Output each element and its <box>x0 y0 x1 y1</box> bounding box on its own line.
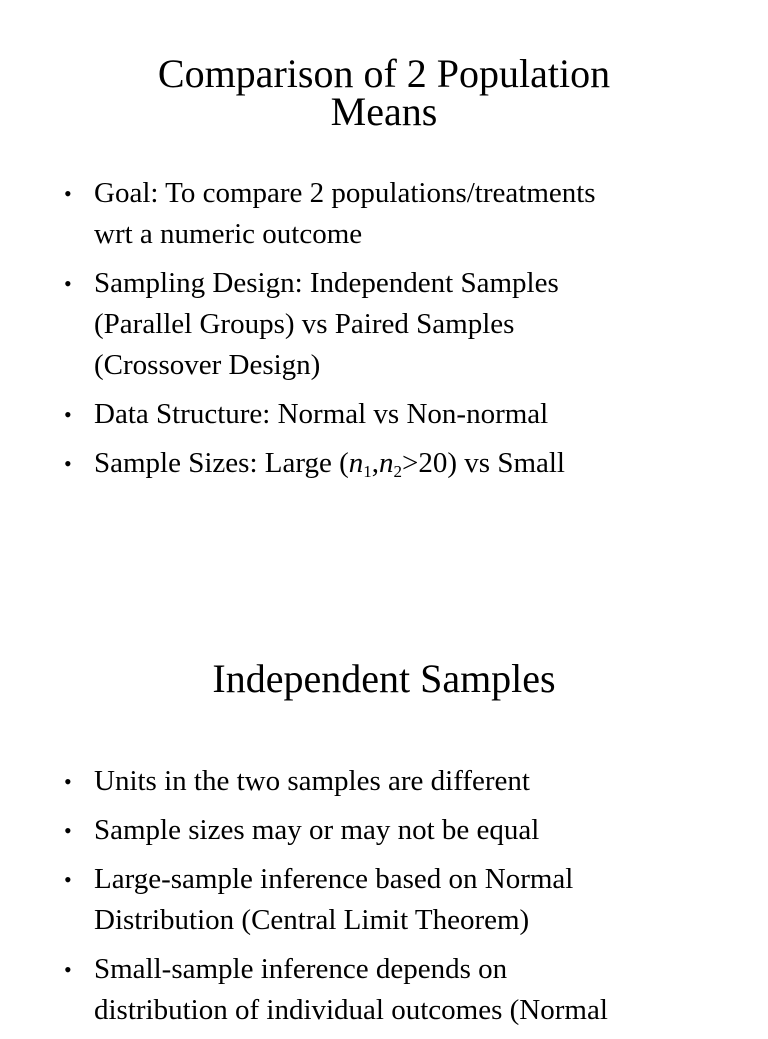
slide-independent-samples <box>0 512 768 1024</box>
bullet-text-line: (Crossover Design) <box>94 349 321 381</box>
bullet-text-line: Small-sample inference depends on <box>94 953 508 985</box>
bullet-dot-icon: • <box>64 181 72 206</box>
bullet-sample-sizes-equal <box>0 810 768 851</box>
slide-title <box>0 51 768 134</box>
bullet-dot-icon: • <box>64 271 72 296</box>
bullet-text-line: (Parallel Groups) vs Paired Samples <box>94 308 515 340</box>
bullet-text-line: wrt a numeric outcome <box>94 218 363 250</box>
bullet-sample-sizes <box>0 443 768 484</box>
bullet-dot-icon: • <box>64 402 72 427</box>
bullet-dot-icon: • <box>64 818 72 843</box>
slide-title-line-2: Means <box>330 89 438 134</box>
subscript-1: 1 <box>363 462 372 481</box>
bullet-sampling-design <box>0 263 768 386</box>
variable-n1: n <box>348 447 364 479</box>
bullet-text-line: distribution of individual outcomes (Normal <box>94 994 608 1026</box>
bullet-dot-icon: • <box>64 769 72 794</box>
bullet-text-line: Goal: To compare 2 populations/treatments <box>94 177 596 209</box>
bullet-dot-icon: • <box>64 867 72 892</box>
bullet-large-sample-inference <box>0 859 768 941</box>
bullet-text-line: Data Structure: Normal vs Non-normal <box>94 398 549 430</box>
bullet-goal <box>0 173 768 255</box>
slide-comparison-of-means <box>0 0 768 512</box>
bullet-dot-icon: • <box>64 957 72 982</box>
bullet-text-line: Units in the two samples are different <box>94 765 530 797</box>
sample-sizes-suffix: >20) vs Small <box>402 447 565 479</box>
bullet-text-line: Sampling Design: Independent Samples <box>94 267 559 299</box>
sample-sizes-comma: , <box>371 447 380 479</box>
bullet-text-line: Large-sample inference based on Normal <box>94 863 574 895</box>
bullet-text-line: Distribution (Central Limit Theorem) <box>94 904 530 936</box>
bullet-list <box>0 761 768 1039</box>
bullet-units-different <box>0 761 768 802</box>
slide-title: Independent Samples <box>212 656 556 701</box>
bullet-dot-icon: • <box>64 451 72 476</box>
bullet-list <box>0 173 768 492</box>
sample-sizes-prefix: Sample Sizes: Large ( <box>94 447 349 479</box>
bullet-data-structure <box>0 394 768 435</box>
variable-n2: n <box>379 447 394 479</box>
subscript-2: 2 <box>393 462 403 481</box>
bullet-text-line: Sample sizes may or may not be equal <box>94 814 540 846</box>
bullet-small-sample-inference <box>0 949 768 1031</box>
slide-title-line-1: Comparison of 2 Population <box>157 51 611 96</box>
